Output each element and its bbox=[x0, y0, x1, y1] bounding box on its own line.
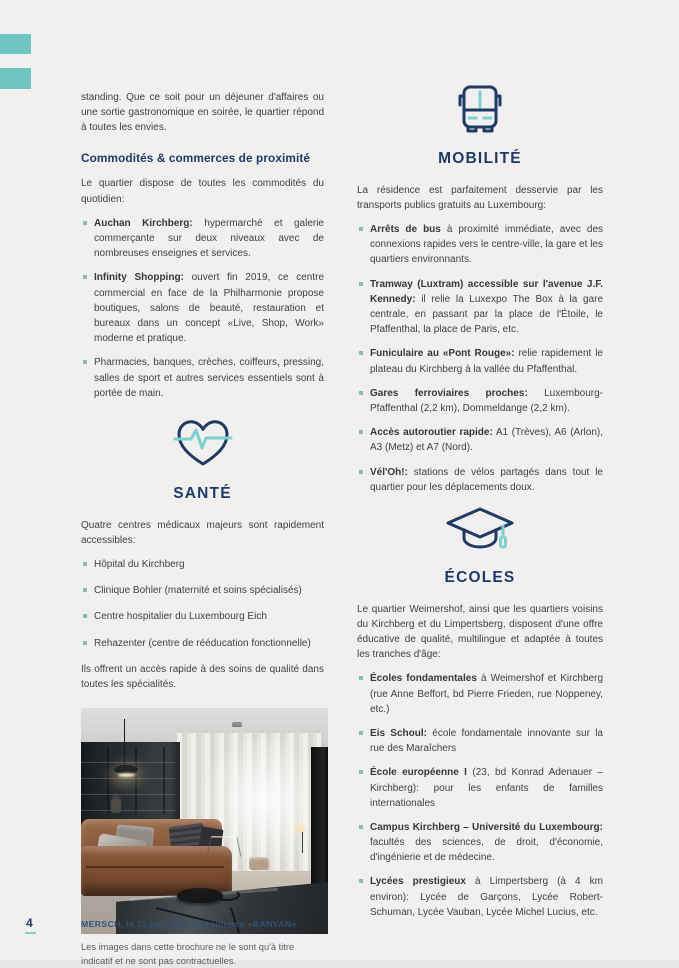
item-text: Centre hospitalier du Luxembourg Eich bbox=[94, 611, 267, 623]
sante-outro: Ils offrent un accès rapide à des soins de qualité dans toutes les spécialités. bbox=[81, 663, 324, 690]
item-lead: Écoles fondamentales bbox=[370, 673, 477, 685]
commodites-list bbox=[81, 216, 324, 401]
item-text: facultés des sciences, de droit, d'économie, d'ingénierie et de médecine. bbox=[370, 837, 603, 864]
item-text: hypermarché et galerie commerçante sur deux niveaux avec de nombreuses enseignes et services. bbox=[94, 217, 324, 260]
bullet-square-icon bbox=[83, 221, 87, 225]
mobilite-icon-wrap bbox=[357, 82, 603, 141]
page-number: 4 bbox=[26, 916, 33, 930]
list-item bbox=[357, 765, 603, 811]
item-text: Pharmacies, banques, crèches, coiffeurs, pressing, salles de sport et autres services essentiels sont à portée de main. bbox=[94, 357, 324, 399]
item-lead: Vél'Oh!: bbox=[370, 466, 408, 478]
list-item bbox=[357, 671, 603, 717]
photo-caption: Les images dans cette brochure ne le sont qu'à titre indicatif et ne sont pas contractuelles. bbox=[81, 942, 295, 966]
bullet-square-icon bbox=[359, 825, 363, 829]
item-text: il relie la Luxexpo The Box à la gare centrale, en passant par la place de l'Étoile, le Pfaffenthal, la place de Paris, etc. bbox=[370, 293, 603, 336]
item-text: (23, bd Konrad Adenauer – Kirchberg): pour les enfants de familles internationales bbox=[370, 767, 603, 809]
bullet-square-icon bbox=[359, 282, 363, 286]
list-item bbox=[357, 277, 603, 338]
list-item bbox=[81, 636, 324, 651]
item-lead: Eis Schoul: bbox=[370, 727, 427, 739]
bullet-square-icon bbox=[359, 676, 363, 680]
bullet-square-icon bbox=[359, 351, 363, 355]
bullet-square-icon bbox=[359, 770, 363, 774]
list-item bbox=[81, 609, 324, 624]
item-text: à Weimershof et Kirchberg (rue Anne Beffort, bd Pierre Frieden, rue Noppeney, etc.) bbox=[370, 673, 604, 715]
commodites-heading: Commodités & commerces de proximité bbox=[81, 150, 311, 165]
mobilite-heading: MOBILITÉ bbox=[438, 150, 522, 168]
bullet-square-icon bbox=[83, 588, 87, 592]
ecoles-heading: ÉCOLES bbox=[444, 569, 516, 587]
list-item bbox=[357, 425, 603, 455]
ecoles-icon-wrap bbox=[357, 505, 603, 560]
item-text: stations de vélos partagés dans tout le quartier pour les déplacements doux. bbox=[370, 466, 603, 493]
commodites-intro: Le quartier dispose de toutes les commodités du quotidien: bbox=[81, 178, 324, 205]
graduation-cap-icon bbox=[444, 505, 516, 555]
list-item bbox=[81, 216, 324, 262]
item-text: à proximité immédiate, avec des connexions rapides vers le centre-ville, la gare et les quartiers environnants. bbox=[370, 224, 604, 266]
bullet-square-icon bbox=[359, 731, 363, 735]
item-lead: Gares ferroviaires proches: bbox=[370, 387, 528, 399]
list-item bbox=[81, 270, 324, 346]
item-text: Rehazenter (centre de rééducation fonctionnelle) bbox=[94, 637, 311, 649]
bullet-square-icon bbox=[359, 470, 363, 474]
mobilite-list bbox=[357, 222, 603, 495]
item-lead: Campus Kirchberg – Université du Luxembourg: bbox=[370, 821, 603, 833]
list-item bbox=[357, 222, 603, 268]
bullet-square-icon bbox=[359, 430, 363, 434]
bullet-square-icon bbox=[83, 641, 87, 645]
sante-intro: Quatre centres médicaux majeurs sont rapidement accessibles: bbox=[81, 519, 324, 546]
sante-heading: SANTÉ bbox=[173, 485, 232, 503]
bus-icon bbox=[453, 82, 507, 136]
item-text: relie rapidement le plateau du Kirchberg à la vallée du Pfaffenthal. bbox=[370, 348, 603, 375]
item-lead: Tramway (Luxtram) accessible sur l'avenue J.F. Kennedy: bbox=[370, 278, 603, 305]
list-item bbox=[357, 820, 603, 866]
ecoles-intro: Le quartier Weimershof, ainsi que les quartiers voisins du Kirchberg et du Limpertsberg, disposent d'une offre éducative de qualité, multilingue et adaptée à toutes les tranches d'âge: bbox=[357, 603, 603, 661]
living-room-photo bbox=[81, 708, 328, 934]
bullet-square-icon bbox=[83, 360, 87, 364]
bullet-square-icon bbox=[83, 614, 87, 618]
item-lead: Infinity Shopping: bbox=[94, 272, 184, 284]
list-item bbox=[81, 583, 324, 598]
item-lead: École européenne I bbox=[370, 767, 467, 779]
item-text: A1 (Trèves), A6 (Arlon), A3 (Metz) et A7 (Nord). bbox=[370, 427, 603, 454]
left-column bbox=[81, 90, 324, 968]
list-item bbox=[81, 557, 324, 572]
sante-icon-wrap bbox=[81, 417, 324, 476]
list-item bbox=[357, 874, 603, 920]
item-text: Hôpital du Kirchberg bbox=[94, 559, 185, 571]
left-intro-paragraph: standing. Que ce soit pour un déjeuner d'affaires ou une sortie gastronomique en soirée, le quartier répond à toutes les envies. bbox=[81, 92, 324, 134]
list-item bbox=[357, 726, 603, 756]
list-item bbox=[81, 355, 324, 401]
ecoles-list bbox=[357, 671, 603, 920]
item-text: ouvert fin 2019, ce centre commercial en face de la Philharmonie propose boutiques, salons de beauté, restauration et bureaux dans un concept «Live, Shop, Work» moderne et pratique. bbox=[94, 272, 325, 345]
list-item bbox=[357, 346, 603, 376]
list-item bbox=[357, 386, 603, 416]
list-item bbox=[357, 465, 603, 495]
footer-text: MERSCH, le 11 juin 2025 I Résidence «BANYAN» bbox=[81, 919, 297, 929]
item-text: Luxembourg-Pfaffenthal (2,2 km), Dommeldange (2,2 km). bbox=[370, 387, 604, 414]
page-number-accent-bar bbox=[25, 932, 36, 934]
bullet-square-icon bbox=[359, 879, 363, 883]
item-lead: Arrêts de bus bbox=[370, 224, 441, 236]
bullet-square-icon bbox=[359, 391, 363, 395]
item-lead: Accès autoroutier rapide: bbox=[370, 427, 493, 439]
sante-list bbox=[81, 557, 324, 651]
item-text: école fondamentale innovante sur la rue des Maraîchers bbox=[370, 727, 603, 755]
bullet-square-icon bbox=[359, 227, 363, 231]
corner-accent-square-bottom bbox=[0, 68, 31, 89]
bullet-square-icon bbox=[83, 562, 87, 566]
right-column bbox=[357, 82, 603, 929]
bullet-square-icon bbox=[83, 275, 87, 279]
item-lead: Funiculaire au «Pont Rouge»: bbox=[370, 348, 515, 360]
item-lead: Auchan Kirchberg: bbox=[94, 217, 193, 229]
mobilite-intro: La résidence est parfaitement desservie par les transports publics gratuits au Luxembourg: bbox=[357, 184, 603, 211]
item-text: à Limpertsberg (à 4 km environ): Lycée de Garçons, Lycée Robert-Schuman, Lycée Vauban, Lycée Michel Lucius, etc. bbox=[370, 876, 603, 918]
heart-pulse-icon bbox=[174, 417, 232, 471]
item-text: Clinique Bohler (maternité et soins spécialisés) bbox=[94, 585, 302, 597]
corner-accent-square-top bbox=[0, 34, 31, 54]
item-lead: Lycées prestigieux bbox=[370, 876, 466, 888]
